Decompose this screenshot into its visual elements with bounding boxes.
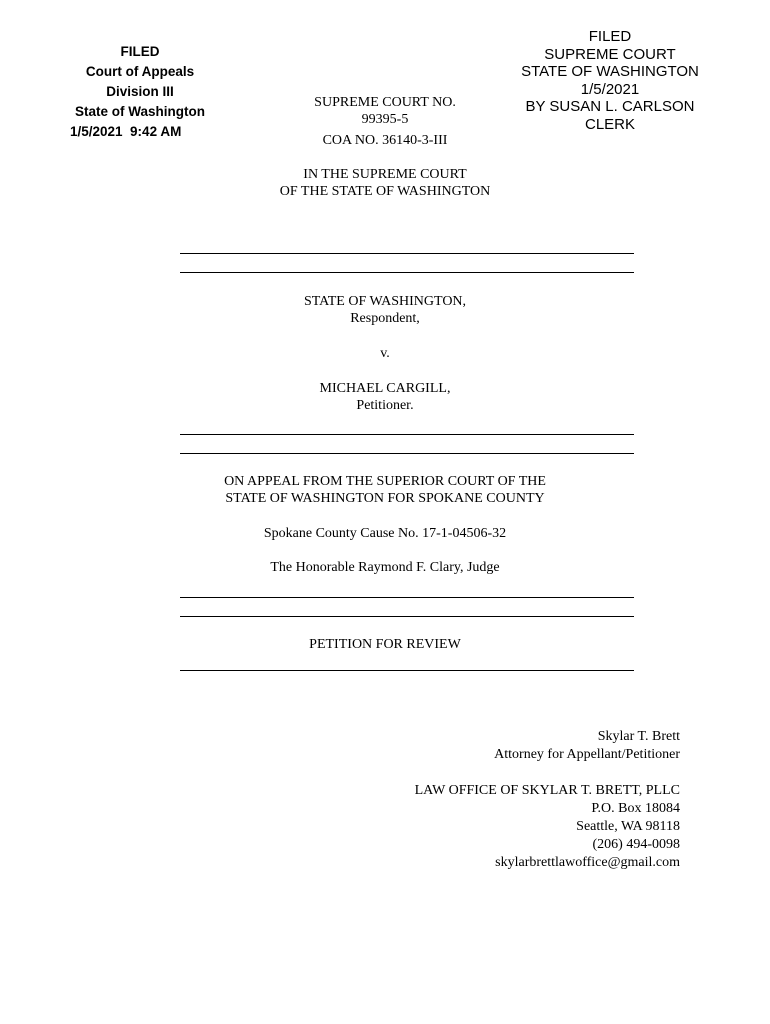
law-firm: LAW OFFICE OF SKYLAR T. BRETT, PLLC [414, 783, 680, 798]
parties-block [180, 293, 590, 414]
divider [180, 434, 634, 435]
supreme-stamp-date: 1/5/2021 [580, 80, 640, 98]
phone: (206) 494-0098 [592, 837, 680, 852]
attorney-role: Attorney for Appellant/Petitioner [494, 747, 680, 762]
document-title-block [180, 636, 590, 653]
attorney-block [415, 728, 680, 872]
case-numbers [180, 94, 590, 149]
appeal-block [180, 473, 590, 576]
coa-stamp-court: Court of Appeals [85, 64, 195, 79]
divider [180, 253, 634, 254]
coa-stamp-filed: FILED [120, 44, 160, 59]
versus: v. [380, 346, 390, 361]
supreme-stamp-clerk-title: CLERK [584, 115, 636, 133]
po-box: P.O. Box 18084 [591, 801, 680, 816]
respondent-name: STATE OF WASHINGTON, [303, 294, 467, 309]
coa-stamp-timestamp: 1/5/2021 9:42 AM [70, 124, 182, 139]
coa-no: COA NO. 36140-3-III [322, 133, 448, 148]
appeal-line2: STATE OF WASHINGTON FOR SPOKANE COUNTY [225, 491, 545, 506]
email: skylarbrettlawoffice@gmail.com [495, 855, 680, 870]
respondent-role: Respondent, [350, 311, 420, 326]
divider [180, 272, 634, 273]
document-title: PETITION FOR REVIEW [309, 637, 461, 652]
supreme-court-no: 99395-5 [361, 112, 409, 127]
attorney-name: Skylar T. Brett [597, 729, 680, 744]
divider [180, 616, 634, 617]
city-state-zip: Seattle, WA 98118 [576, 819, 680, 834]
court-heading-line2: OF THE STATE OF WASHINGTON [279, 184, 491, 199]
cause-number: Spokane County Cause No. 17-1-04506-32 [263, 526, 507, 541]
supreme-stamp-filed: FILED [588, 28, 632, 45]
court-heading-line1: IN THE SUPREME COURT [303, 167, 467, 182]
divider [180, 453, 634, 454]
divider [180, 597, 634, 598]
petitioner-name: MICHAEL CARGILL, [319, 381, 451, 396]
supreme-stamp-court: SUPREME COURT [544, 45, 676, 63]
divider [180, 670, 634, 671]
petitioner-role: Petitioner. [356, 398, 414, 413]
judge: The Honorable Raymond F. Clary, Judge [270, 560, 500, 575]
supreme-stamp-state: STATE OF WASHINGTON [521, 63, 699, 81]
supreme-stamp-clerk-name: BY SUSAN L. CARLSON [525, 98, 695, 116]
court-heading [180, 166, 590, 200]
coa-stamp-state: State of Washington [75, 104, 205, 119]
coa-stamp-division: Division III [106, 84, 174, 99]
supreme-court-no-label: SUPREME COURT NO. [314, 95, 456, 110]
appeal-line1: ON APPEAL FROM THE SUPERIOR COURT OF THE [224, 474, 546, 489]
